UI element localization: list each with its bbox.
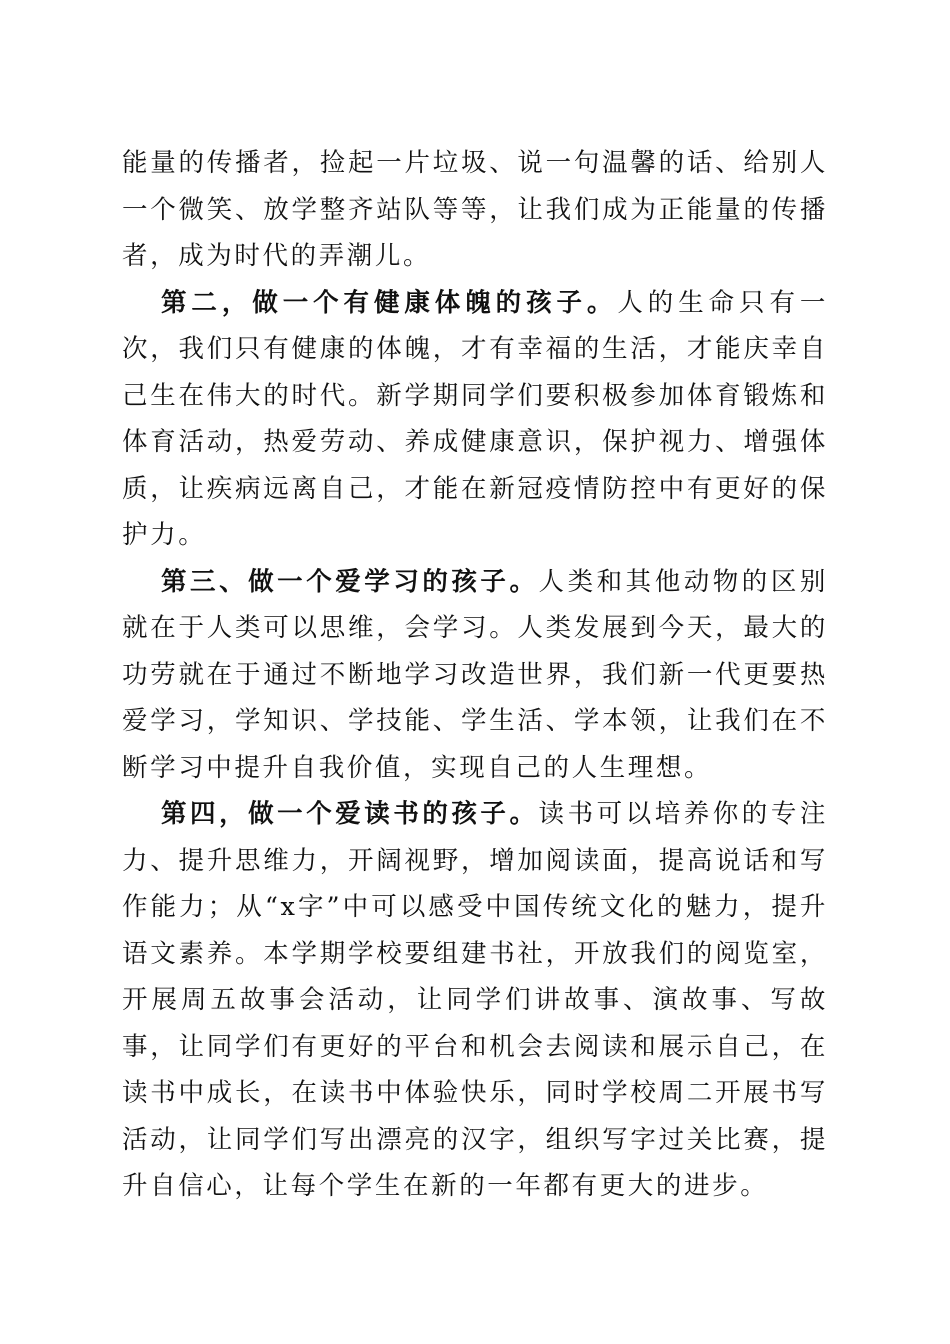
paragraph-heading: 第二，做一个有健康体魄的孩子。 <box>161 287 618 318</box>
paragraph-heading: 第三、做一个爱学习的孩子。 <box>161 566 539 597</box>
paragraph-love-learning <box>122 559 828 792</box>
paragraph-heading: 第四，做一个爱读书的孩子。 <box>161 799 539 829</box>
paragraph-text: 人类和其他动物的区别就在于人类可以思维，会学习。人类发展到今天，最大的功劳就在于通过不断地学习改造世界，我们新一代更要热爱学习，学知识、学技能、学生活、学本领，让我们在不断学习中提升自我价值，实现自己的人生理想。 <box>122 566 828 783</box>
paragraph-text: 读书可以培养你的专注力、提升思维力，开阔视野，增加阅读面，提高说话和写作能力；从“x字”中可以感受中国传统文化的魅力，提升语文素养。本学期学校要组建书社，开放我们的阅览室，开展周五故事会活动，让同学们讲故事、演故事、写故事，让同学们有更好的平台和机会去阅读和展示自己，在读书中成长，在读书中体验快乐，同时学校周二开展书写活动，让同学们写出漂亮的汉字，组织写字过关比赛，提升自信心，让每个学生在新的一年都有更大的进步。 <box>122 799 828 1201</box>
paragraph-continuation <box>122 140 828 280</box>
paragraph-text: 人的生命只有一次，我们只有健康的体魄，才有幸福的生活，才能庆幸自己生在伟大的时代。新学期同学们要积极参加体育锻炼和体育活动，热爱劳动、养成健康意识，保护视力、增强体质，让疾病远离自己，才能在新冠疫情防控中有更好的保护力。 <box>122 287 828 550</box>
document-body <box>122 140 828 1210</box>
paragraph-love-reading <box>122 791 828 1210</box>
paragraph-healthy-body <box>122 280 828 559</box>
paragraph-text: 能量的传播者，捡起一片垃圾、说一句温馨的话、给别人一个微笑、放学整齐站队等等，让我们成为正能量的传播者，成为时代的弄潮儿。 <box>122 148 828 271</box>
